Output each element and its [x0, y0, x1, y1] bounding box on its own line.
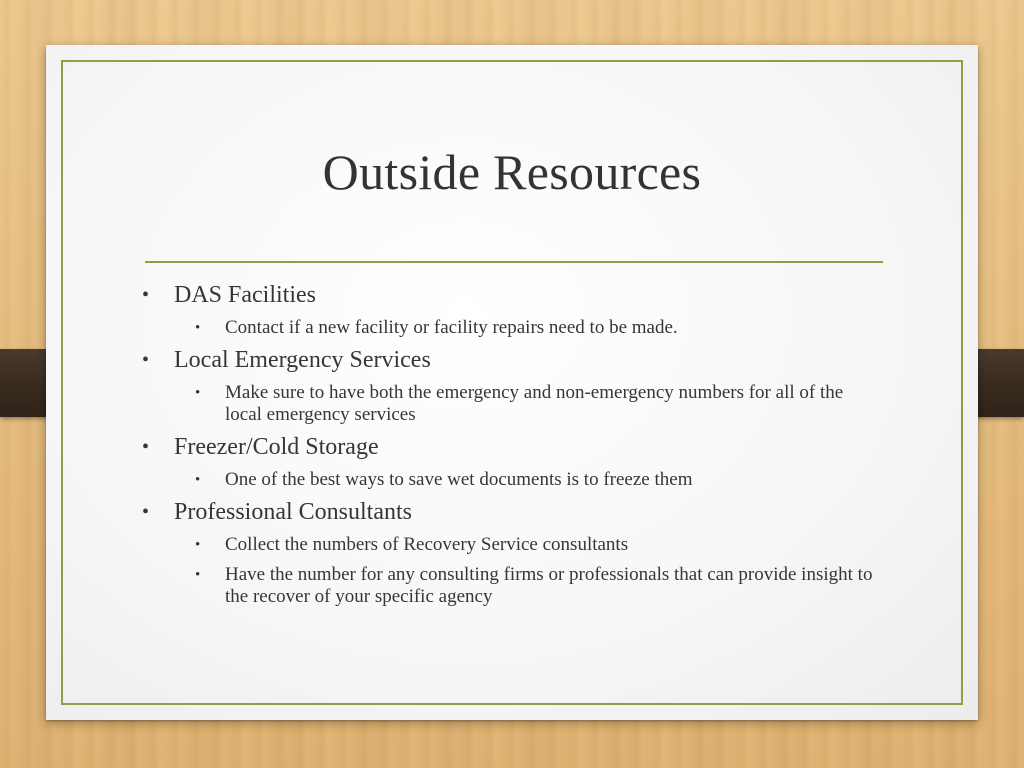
sub-bullet-text: Have the number for any consulting firms or professionals that can provide insight to the recover of your specific agency [225, 564, 873, 607]
sub-bullet-item [140, 317, 875, 339]
sub-bullet-item [140, 382, 875, 426]
bullet-icon: • [142, 501, 150, 523]
bullet-icon: • [195, 472, 201, 488]
sub-bullet-item [140, 564, 875, 608]
bullet-icon: • [142, 349, 150, 371]
bullet-text: DAS Facilities [174, 282, 316, 308]
sub-bullet-text: Collect the numbers of Recovery Service consultants [225, 534, 629, 555]
sub-bullet-text: One of the best ways to save wet documents is to freeze them [225, 469, 693, 490]
sub-bullet-text: Contact if a new facility or facility repairs need to be made. [225, 317, 678, 338]
bullet-item-das-facilities [140, 281, 870, 309]
bullet-item-freezer-cold-storage [140, 433, 870, 461]
sub-bullet-item [140, 534, 875, 556]
bullet-list [140, 281, 873, 608]
bullet-text: Local Emergency Services [174, 347, 431, 373]
bullet-item-professional-consultants [140, 498, 870, 526]
slide-title: Outside Resources [322, 144, 702, 200]
title-divider [145, 261, 883, 263]
slide [46, 45, 978, 720]
bullet-icon: • [195, 567, 201, 583]
sub-bullet-text: Make sure to have both the emergency and non-emergency numbers for all of the local emergency services [225, 382, 844, 425]
bullet-text: Professional Consultants [174, 499, 412, 525]
bullet-icon: • [142, 436, 150, 458]
bullet-icon: • [195, 537, 201, 553]
sub-bullet-item [140, 469, 875, 491]
bullet-icon: • [195, 320, 201, 336]
bullet-icon: • [142, 284, 150, 306]
bullet-item-local-emergency-services [140, 346, 870, 374]
bullet-icon: • [195, 385, 201, 401]
bullet-text: Freezer/Cold Storage [174, 434, 379, 460]
